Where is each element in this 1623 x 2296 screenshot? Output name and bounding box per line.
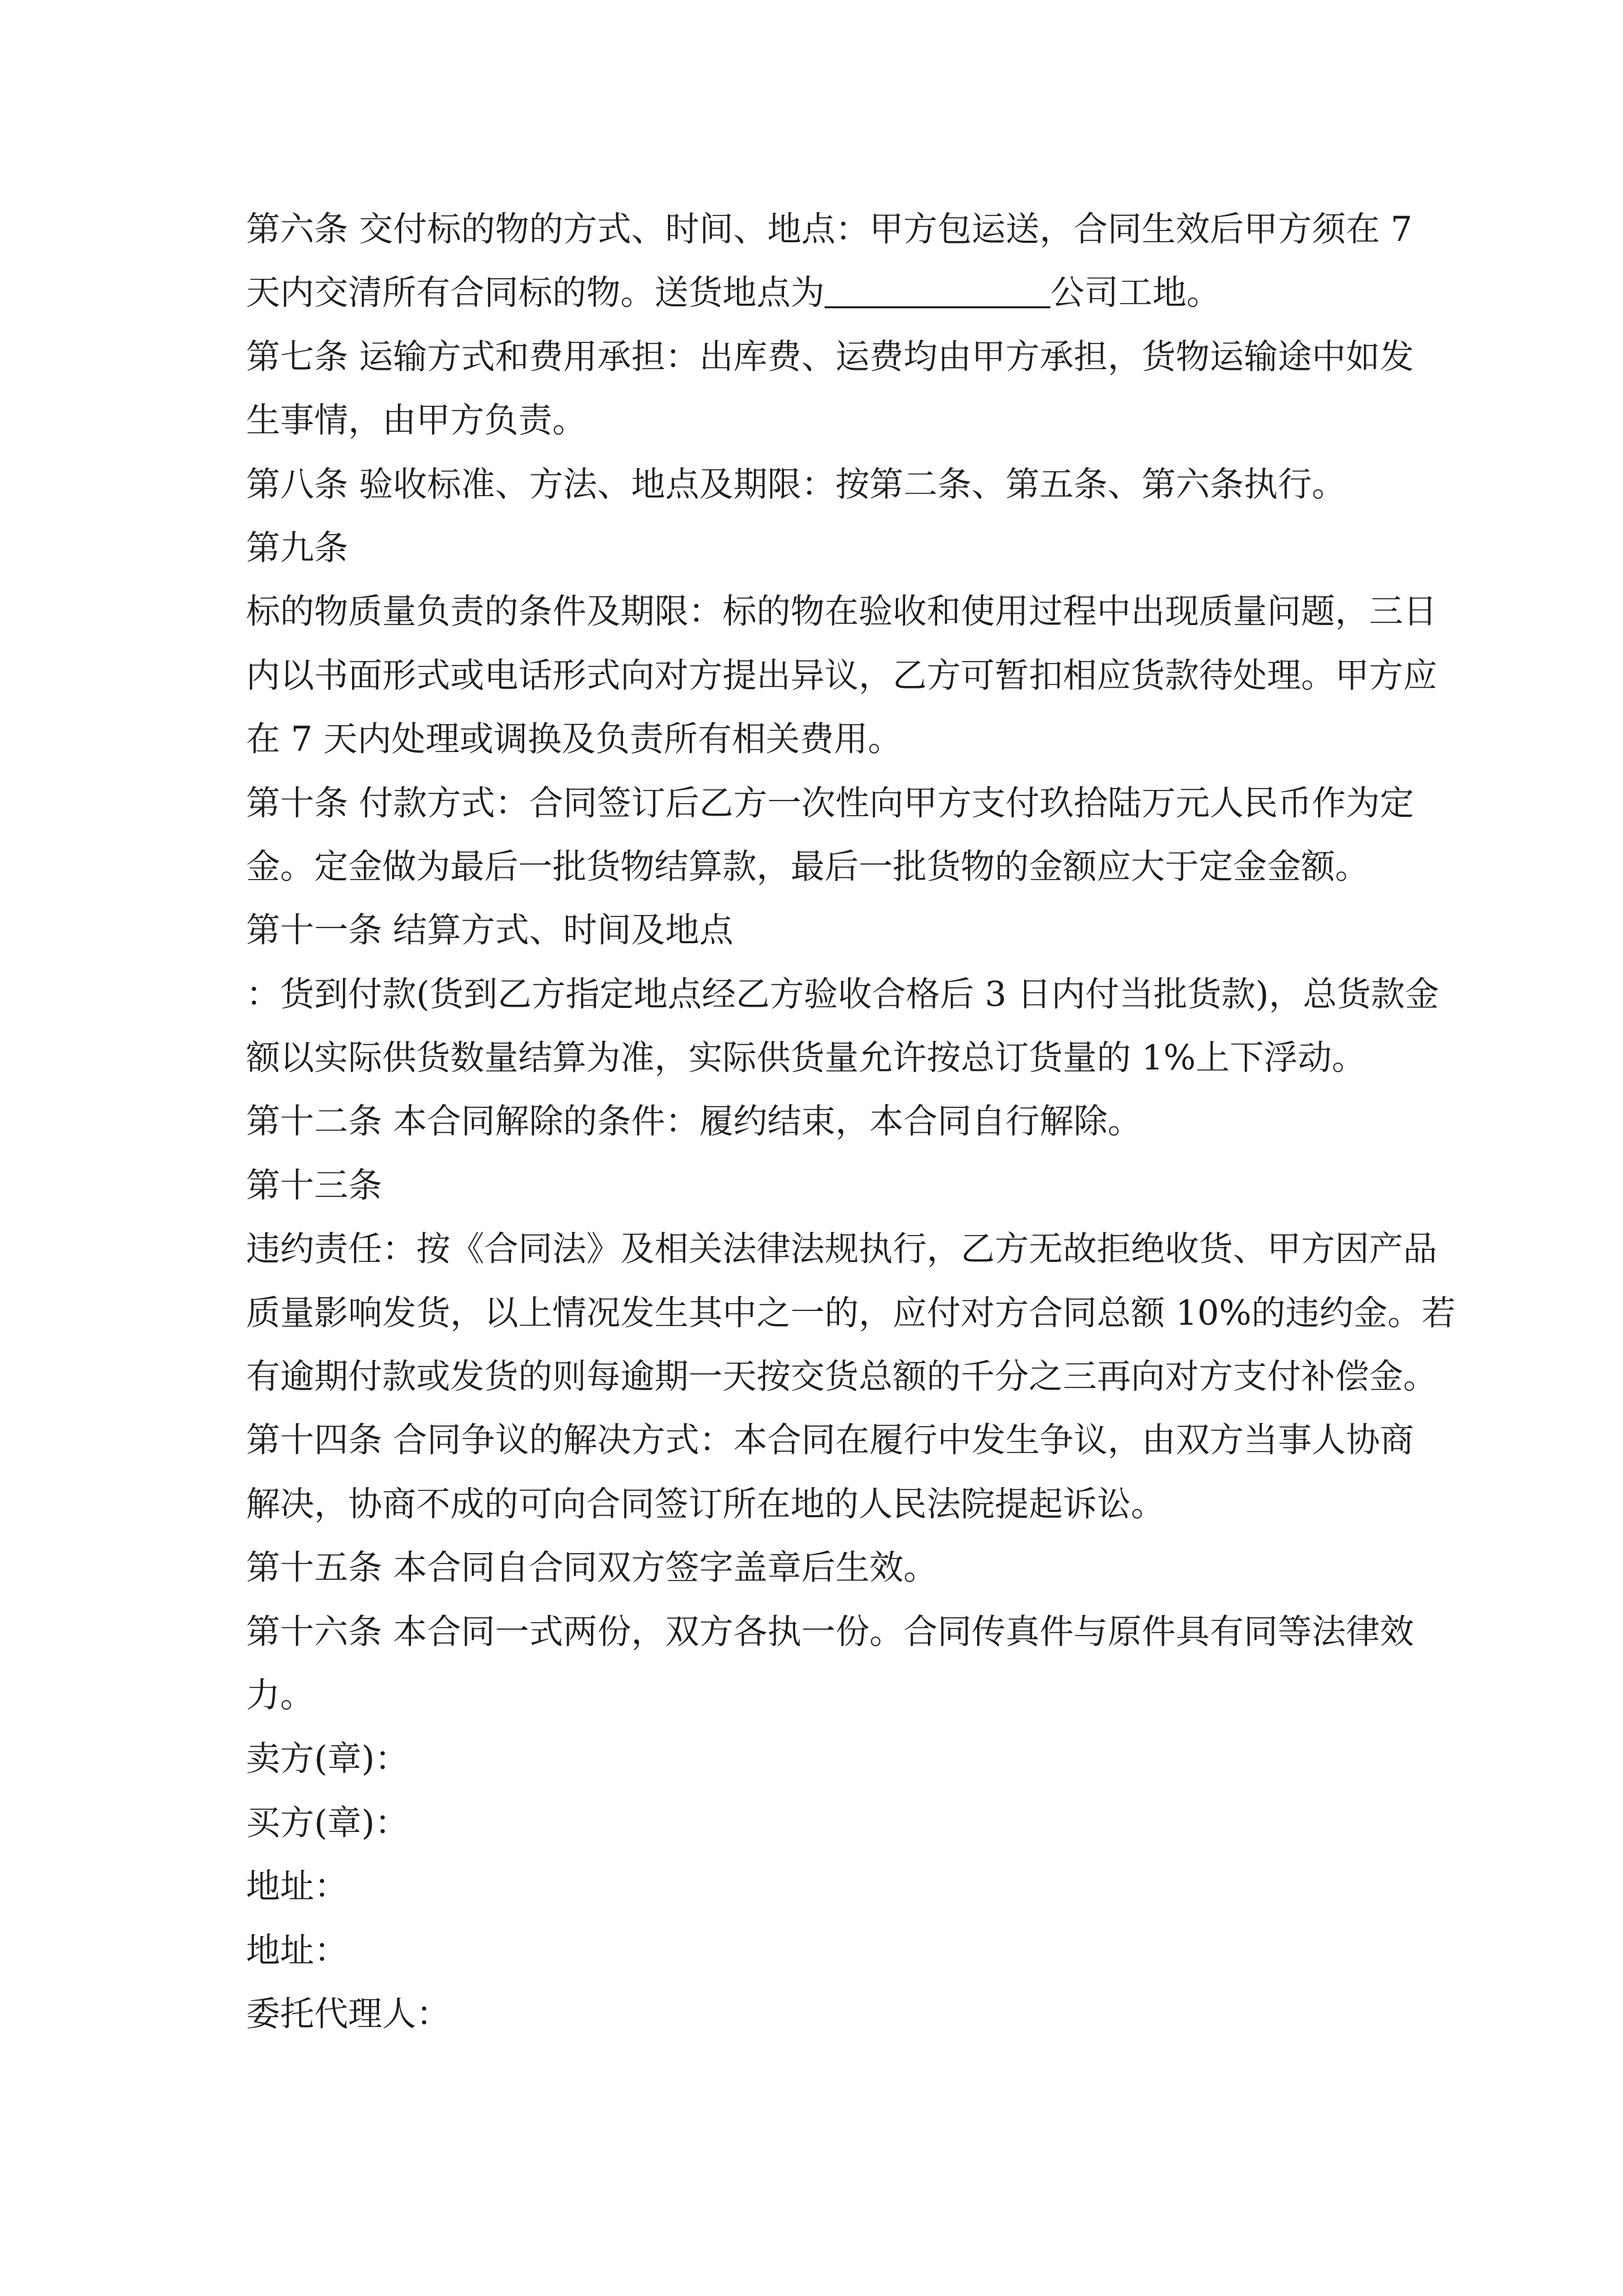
delivery-text-before-blank: 天内交清所有合同标的物。送货地点为	[246, 274, 825, 314]
article-7-line-2: 生事情，由甲方负责。	[246, 401, 587, 441]
seller-address-label: 地址：	[246, 1867, 349, 1907]
delivery-text-after-blank: 公司工地。	[1050, 274, 1221, 314]
article-9-line-1: 标的物质量负责的条件及期限：标的物在验收和使用过程中出现质量问题，三日	[246, 592, 1438, 632]
article-16-line-2: 力。	[246, 1676, 315, 1715]
article-9-line-2: 内以书面形式或电话形式向对方提出异议，乙方可暂扣相应货款待处理。甲方应	[246, 656, 1438, 696]
article-11-line-1: ：货到付款(货到乙方指定地点经乙方验收合格后 3 日内付当批货款)，总货款金	[246, 975, 1439, 1014]
article-9-line-3: 在 7 天内处理或调换及负责所有相关费用。	[246, 720, 902, 760]
buyer-address-label: 地址：	[246, 1931, 349, 1971]
article-7-line-1: 第七条 运输方式和费用承担：出库费、运费均由甲方承担，货物运输途中如发	[246, 337, 1414, 377]
article-10-line-2: 金。定金做为最后一批货物结算款，最后一批货物的金额应大于定金金额。	[246, 847, 1370, 887]
seller-seal-label: 卖方(章)：	[246, 1740, 409, 1780]
agent-label: 委托代理人：	[246, 1994, 451, 2034]
article-11-line-2: 额以实际供货数量结算为准，实际供货量允许按总订货量的 1%上下浮动。	[246, 1039, 1366, 1079]
article-13-line-2: 质量影响发货，以上情况发生其中之一的，应付对方合同总额 10%的违约金。若	[246, 1293, 1456, 1333]
article-16-line-1: 第十六条 本合同一式两份，双方各执一份。合同传真件与原件具有同等法律效	[246, 1612, 1414, 1652]
article-14-line-1: 第十四条 合同争议的解决方式：本合同在履行中发生争议，由双方当事人协商	[246, 1421, 1414, 1461]
document-body	[246, 198, 1456, 2047]
article-6-line-2	[246, 262, 1398, 325]
buyer-seal-label: 买方(章)：	[246, 1803, 409, 1843]
article-8-line-1: 第八条 验收标准、方法、地点及期限：按第二条、第五条、第六条执行。	[246, 465, 1346, 505]
article-15-line-1: 第十五条 本合同自合同双方签字盖章后生效。	[246, 1549, 938, 1588]
article-9-heading: 第九条	[246, 528, 349, 568]
article-13-line-3: 有逾期付款或发货的则每逾期一天按交货总额的千分之三再向对方支付补偿金。	[246, 1357, 1438, 1397]
article-10-line-1: 第十条 付款方式：合同签订后乙方一次性向甲方支付玖拾陆万元人民币作为定	[246, 783, 1414, 823]
article-12-line-1: 第十二条 本合同解除的条件：履约结束，本合同自行解除。	[246, 1102, 1142, 1142]
article-11-heading: 第十一条 结算方式、时间及地点	[246, 911, 734, 951]
article-13-line-1: 违约责任：按《合同法》及相关法律法规执行，乙方无故拒绝收货、甲方因产品	[246, 1230, 1438, 1270]
delivery-location-blank	[825, 306, 1050, 308]
article-14-line-2: 解决，协商不成的可向合同签订所在地的人民法院提起诉讼。	[246, 1484, 1166, 1524]
article-13-heading: 第十三条	[246, 1166, 383, 1206]
article-6-line-1: 第六条 交付标的物的方式、时间、地点：甲方包运送，合同生效后甲方须在 7	[246, 210, 1413, 249]
